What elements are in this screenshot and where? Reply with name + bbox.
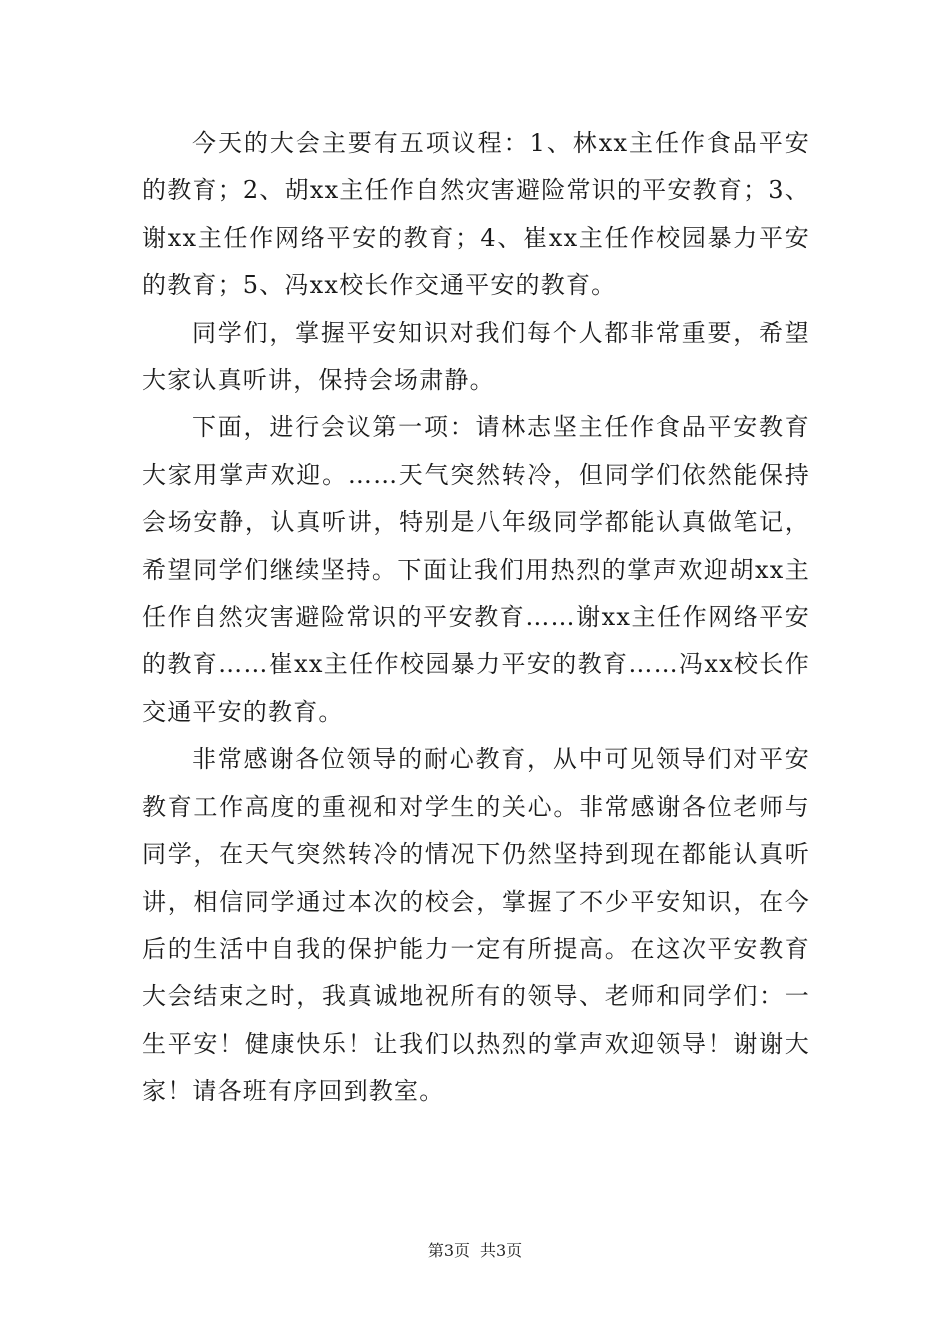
paragraph-reminder: 同学们，掌握平安知识对我们每个人都非常重要，希望大家认真听讲，保持会场肃静。 — [142, 318, 810, 395]
page-total: 共3页 — [480, 1241, 523, 1260]
paragraph-agenda: 今天的大会主要有五项议程：1、林xx主任作食品平安的教育；2、胡xx主任作自然灾害避险常识的平安教育；3、谢xx主任作网络平安的教育；4、崔xx主任作校园暴力平安的教育；5、冯xx校长作交通平安的教育。 — [142, 129, 810, 300]
page-footer — [0, 1241, 950, 1261]
page-number: 第3页 — [427, 1241, 470, 1260]
paragraph-closing: 非常感谢各位领导的耐心教育，从中可见领导们对平安教育工作高度的重视和对学生的关心。非常感谢各位老师与同学，在天气突然转冷的情况下仍然坚持到现在都能认真听讲，相信同学通过本次的校会，掌握了不少平安知识，在今后的生活中自我的保护能力一定有所提高。在这次平安教育大会结束之时，我真诚地祝所有的领导、老师和同学们：一生平安！健康快乐！让我们以热烈的掌声欢迎领导！谢谢大家！请各班有序回到教室。 — [142, 745, 810, 1106]
paragraph-proceedings: 下面，进行会议第一项：请林志坚主任作食品平安教育大家用掌声欢迎。……天气突然转冷，但同学们依然能保持会场安静，认真听讲，特别是八年级同学都能认真做笔记，希望同学们继续坚持。下面让我们用热烈的掌声欢迎胡xx主任作自然灾害避险常识的平安教育……谢xx主任作网络平安的教育……崔xx主任作校园暴力平安的教育……冯xx校长作交通平安的教育。 — [142, 413, 810, 726]
document-body — [142, 120, 810, 1116]
